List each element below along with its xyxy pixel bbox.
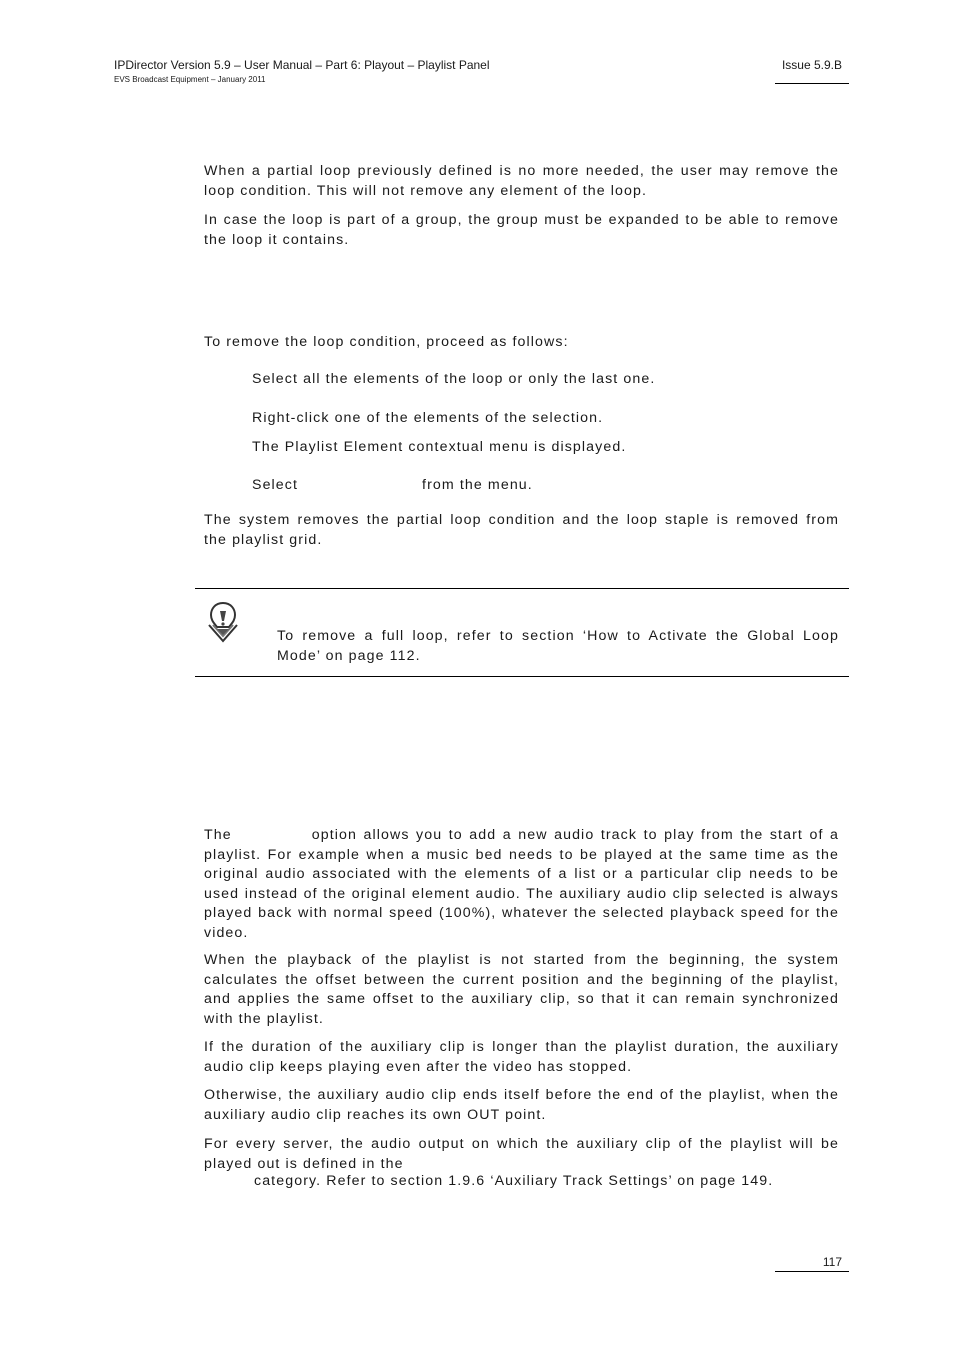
aux-paragraph-5-cont: category. Refer to section 1.9.6 ‘Auxiliary Track Settings’ on page 149. [254, 1173, 774, 1189]
aux-p1-pre: The [204, 827, 232, 843]
header-rule [775, 83, 849, 84]
aux-paragraph-4: Otherwise, the auxiliary audio clip ends itself before the end of the playlist, when the auxiliary audio clip reaches its own OUT point. [204, 1087, 839, 1123]
procedure-lead: To remove the loop condition, proceed as follows: [204, 334, 569, 350]
aux-paragraph-1 [204, 826, 839, 943]
step-2: Right-click one of the elements of the selection. [252, 410, 604, 426]
step-3-post: from the menu. [422, 477, 533, 493]
intro-paragraph-1: When a partial loop previously defined is no more needed, the user may remove the loop condition. This will not remove any element of the loop. [204, 163, 839, 199]
note-text: To remove a full loop, refer to section ‘How to Activate the Global Loop Mode’ on page 112. [277, 628, 839, 664]
step-1: Select all the elements of the loop or only the last one. [252, 371, 656, 387]
intro-paragraph-2: In case the loop is part of a group, the group must be expanded to be able to remove the loop it contains. [204, 212, 839, 248]
aux-paragraph-2: When the playback of the playlist is not started from the beginning, the system calculates the offset between the current position and the beginning of the playlist, and applies the same offset to the auxiliary clip, so that it can remain synchronized with the playlist. [204, 952, 839, 1027]
page-number: 117 [822, 1255, 842, 1269]
header-issue: Issue 5.9.B [781, 58, 842, 72]
aux-paragraph-5: For every server, the audio output on which the auxiliary clip of the playlist will be played out is defined in the [204, 1136, 839, 1172]
header-subtitle: EVS Broadcast Equipment – January 2011 [114, 75, 266, 84]
aux-p1-post: option allows you to add a new audio track to play from the start of a playlist. For example when a music bed needs to be played at the same time as the original audio associated with the elements of a list or a particular clip needs to be used instead of the original element audio. The auxiliary audio clip selected is always played back with normal speed (100%), whatever the selected playback speed for the video. [204, 827, 839, 941]
procedure-result: The system removes the partial loop condition and the loop staple is removed from the playlist grid. [204, 512, 839, 548]
header-title: IPDirector Version 5.9 – User Manual – Part 6: Playout – Playlist Panel [114, 58, 490, 72]
aux-paragraph-3: If the duration of the auxiliary clip is longer than the playlist duration, the auxiliary audio clip keeps playing even after the video has stopped. [204, 1039, 839, 1075]
note-top-rule [195, 588, 849, 589]
footer-rule [775, 1271, 849, 1272]
step-3-pre: Select [252, 477, 299, 493]
step-2-result: The Playlist Element contextual menu is displayed. [252, 439, 627, 455]
note-icon [205, 600, 241, 644]
step-3 [252, 477, 533, 493]
note-bottom-rule [195, 676, 849, 677]
